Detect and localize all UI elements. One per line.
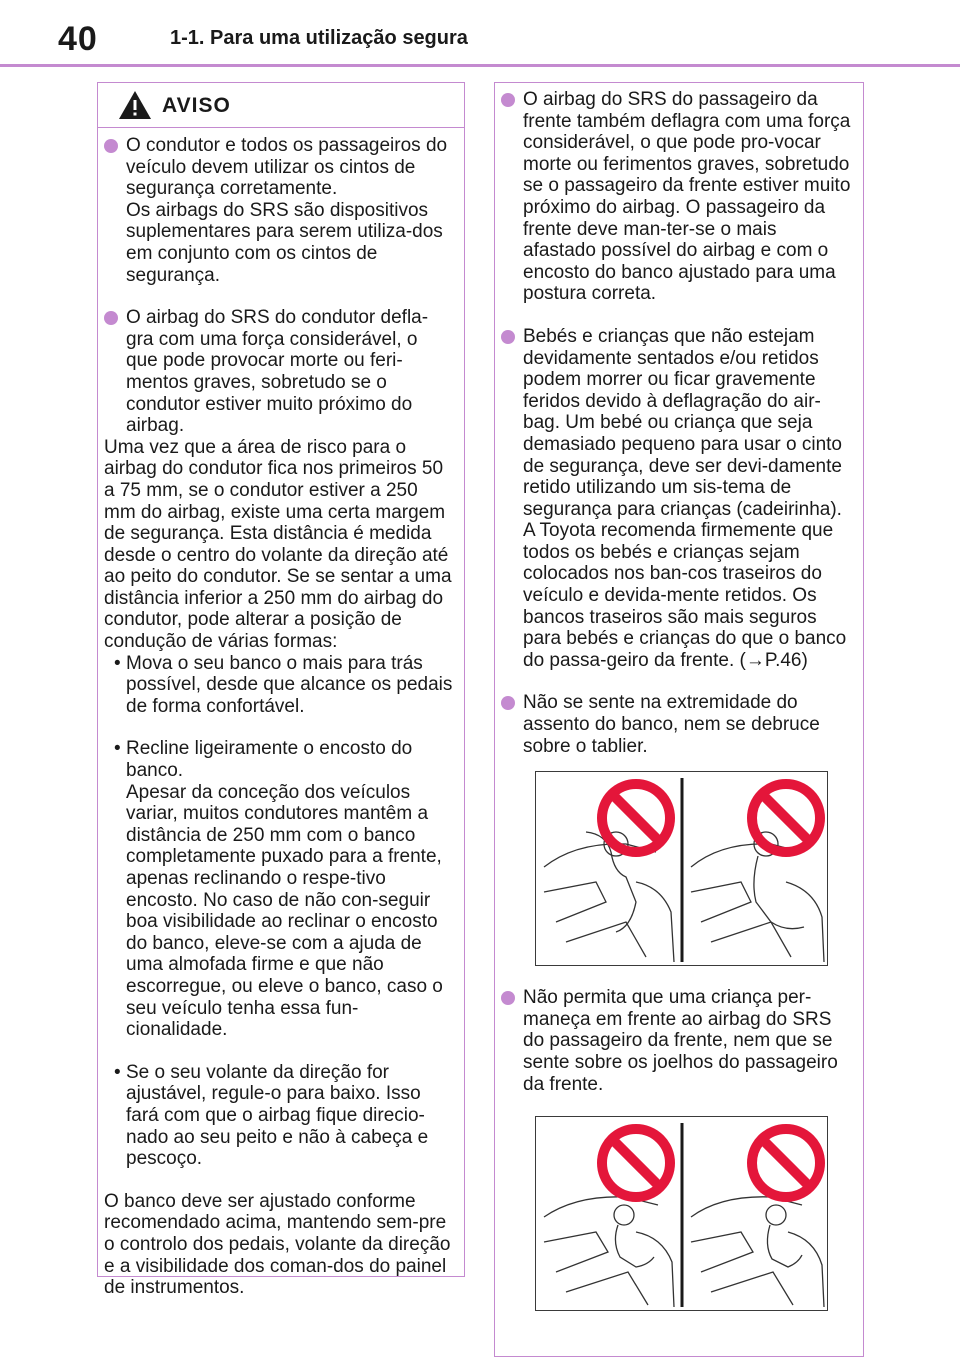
- list-item: [104, 135, 454, 286]
- prohibition-sign-icon: [752, 784, 820, 852]
- prohibition-sign-icon: [602, 784, 670, 852]
- list-item: [501, 987, 853, 1095]
- warning-triangle-icon: [118, 90, 152, 120]
- header-divider: [0, 64, 960, 67]
- prohibition-sign-icon: [602, 1129, 670, 1197]
- cross-ref-arrow: →: [745, 649, 765, 671]
- bullet-text: Não permita que uma criança per-maneça em frente ao airbag do SRS do passageiro da frente, nem que se sente sobre os joelhos do passageiro da frente.: [523, 987, 838, 1095]
- sub-item-text: Recline ligeiramente o encosto do banco. Apesar da conceção dos veículos variar, muitos condutores mantêm a distância de 250 mm com o banco completamente puxado para a frente, apenas reclinando o respe-tivo encosto. No caso de não con-seguir boa visibilidade ao reclinar o encosto do banco, eleve-se com a ajuda de uma almofada firme e que não escorregue, ou eleve o banco, caso o seu veículo tenha essa fun-cionalidade.: [126, 738, 443, 1041]
- bullet-dot: [501, 93, 515, 107]
- warning-box-right: [494, 82, 864, 1357]
- bullet-dot: [501, 696, 515, 710]
- sub-list-item: • Se o seu volante da direção for ajustável, regule-o para baixo. Isso fará com que o airbag fique direcio-nado ao seu peito e não à cabeça e pescoço.: [104, 1062, 454, 1170]
- sub-item-text: Se o seu volante da direção for ajustável, regule-o para baixo. Isso fará com que o airbag fique direcio-nado ao seu peito e não à cabeça e pescoço.: [126, 1061, 429, 1170]
- bullet-dot: [104, 139, 118, 153]
- warning-box-left: [97, 82, 465, 1299]
- illustration-child-in-front-seat: [535, 1116, 828, 1311]
- bullet-text: O airbag do SRS do passageiro da frente também deflagra com uma força considerável, o que pode pro-vocar morte ou ferimentos graves, sobretudo se o passageiro da frente estiver muito próximo do airbag. O passageiro da frente deve man-ter-se o mais afastado possível do airbag e com o encosto do banco ajustado para uma postura correta.: [523, 89, 851, 305]
- list-item: [501, 326, 853, 672]
- prohibition-sign-icon: [752, 1129, 820, 1197]
- warning-header: [98, 83, 464, 128]
- bullet-dot: [501, 330, 515, 344]
- risk-paragraph: Uma vez que a área de risco para o airbag do condutor fica nos primeiros 50 a 75 mm, se o condutor estiver a 250 mm do airbag, existe uma certa margem de segurança. Esta distância é medida desde o centro do volante da direção até ao peito do condutor. Se se sentar a uma distância inferior a 250 mm do airbag do condutor, pode alterar a posição de condução de várias formas:: [104, 436, 452, 653]
- sub-list-item: • Mova o seu banco o mais para trás possível, desde que alcance os pedais de forma confortável.: [114, 652, 453, 717]
- warning-content-left: [98, 128, 464, 1299]
- list-item: [501, 692, 853, 757]
- warning-title: AVISO: [162, 94, 231, 117]
- warning-content-right: [495, 83, 863, 1311]
- bullet-dot: [104, 311, 118, 325]
- bullet-dot: [501, 991, 515, 1005]
- sub-list-item: • Recline ligeiramente o encosto do banco. Apesar da conceção dos veículos variar, muitos condutores mantêm a distância de 250 mm com o banco completamente puxado para a frente, apenas reclinando o respe-tivo encosto. No caso de não con-seguir boa visibilidade ao reclinar o encosto do banco, eleve-se com a ajuda de uma almofada firme e que não escorregue, ou eleve o banco, caso o seu veículo tenha essa fun-cionalidade.: [104, 738, 454, 1040]
- illustration-drawing: [536, 1117, 829, 1312]
- sub-item-text: Mova o seu banco o mais para trás possível, desde que alcance os pedais de forma confortável.: [126, 652, 453, 717]
- section-title: 1-1. Para uma utilização segura: [170, 27, 468, 49]
- closing-paragraph: O banco deve ser ajustado conforme recomendado acima, mantendo sem-pre o controlo dos pedais, volante da direção e a visibilidade dos coman-dos do painel de instrumentos.: [104, 1190, 451, 1299]
- bullet-text: Bebés e crianças que não estejam devidamente sentados e/ou retidos podem morrer ou ficar gravemente feridos devido à deflagração do air-bag. Um bebé ou criança que seja demasiado pequeno para usar o cinto de segurança, deve ser devi-damente retido utilizando um sis-tema de segurança para crianças (cadeirinha). A Toyota recomenda firmemente que todos os bebés e crianças sejam colocados nos ban-cos traseiros do veículo e devida-mente retidos. Os bancos traseiros são mais seguros para bebés e crianças do que o banco do passa-geiro da frente. (→P.46): [523, 325, 847, 671]
- illustration-leaning-on-dashboard: [535, 771, 828, 966]
- bullet-text: Não se sente na extremidade do assento do banco, nem se debruce sobre o tablier.: [523, 692, 820, 757]
- list-item: [104, 307, 454, 437]
- page-header: [0, 0, 960, 70]
- bullet-text: O airbag do SRS do condutor defla-gra com uma força considerável, o que pode provocar morte ou feri-mentos graves, sobretudo se o condutor estiver muito próximo do airbag.: [126, 307, 429, 437]
- illustration-drawing: [536, 772, 829, 967]
- bullet-text: O condutor e todos os passageiros do veículo devem utilizar os cintos de segurança corretamente. Os airbags do SRS são dispositivos suplementares para serem utiliza-dos em conjunto com os cintos de segurança.: [126, 135, 448, 286]
- list-item: [501, 89, 853, 305]
- page-number: 40: [58, 20, 98, 58]
- cross-ref-link[interactable]: P.46: [764, 649, 802, 671]
